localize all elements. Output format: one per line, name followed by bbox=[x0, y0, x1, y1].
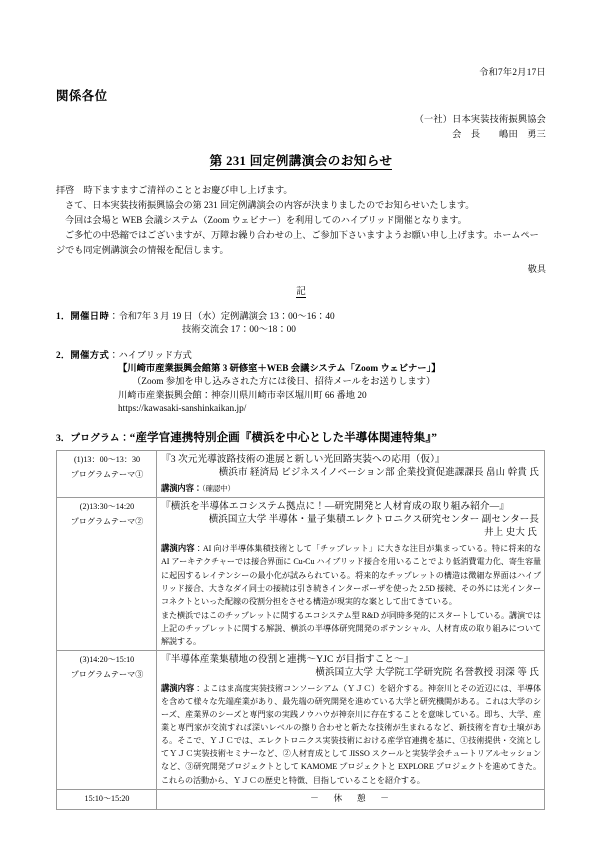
section-1-number: 1． bbox=[56, 311, 71, 322]
page-title-text: 第 231 回定例講演会のお知らせ bbox=[209, 154, 393, 169]
talk-abstract-2 bbox=[161, 542, 541, 608]
section-1-separator: ： bbox=[109, 311, 119, 322]
section-2-sub-2: （Zoom 参加を申し込みされた方には後日、招待メールをお送りします） bbox=[132, 377, 436, 388]
section-2-head bbox=[56, 350, 546, 363]
table-row bbox=[57, 451, 545, 498]
program-time-cell-3 bbox=[57, 651, 157, 790]
program-time-3: (3)14:20～15:10 bbox=[79, 655, 135, 665]
document-date: 令和7年2月17日 bbox=[478, 67, 546, 77]
closing-salutation: 敬具 bbox=[527, 264, 546, 275]
abstract-label-3: 講演内容 bbox=[161, 683, 195, 693]
talk-abstract-1 bbox=[161, 482, 541, 495]
greeting-line-1: 拝啓 時下ますますご清祥のこととお慶び申し上げます。 bbox=[56, 185, 293, 196]
section-1-sub-1: 技術交流会 17：00～18：00 bbox=[182, 325, 296, 336]
talk-speaker-2a: 横浜国立大学 半導体・量子集積エレクトロニクス研究センター 副センター長 bbox=[208, 514, 539, 525]
abstract-label-2: 講演内容 bbox=[161, 544, 195, 553]
section-2-label: 開催方式 bbox=[70, 350, 110, 361]
program-label: プログラム： bbox=[70, 432, 130, 444]
sender-title: 会 長 嶋田 勇三 bbox=[452, 128, 546, 139]
program-heading bbox=[56, 430, 546, 447]
document-body bbox=[56, 0, 546, 810]
program-table bbox=[56, 450, 545, 809]
program-number: 3． bbox=[56, 432, 71, 444]
greeting-block bbox=[56, 183, 546, 257]
table-row bbox=[57, 789, 545, 809]
talk-speaker-3: 横浜国立大学 大学院工学研究院 名誉教授 羽深 等 氏 bbox=[315, 667, 539, 678]
section-2-number: 2． bbox=[56, 350, 71, 361]
greeting-line-3: 今回は会場と WEB 会議システム（Zoom ウェビナー）を利用してのハイブリッド開催となります。 bbox=[65, 214, 467, 225]
program-theme-1: プログラムテーマ① bbox=[70, 470, 144, 480]
ki-mark bbox=[56, 285, 546, 299]
section-1-head bbox=[56, 311, 546, 324]
program-content-cell-2 bbox=[157, 498, 545, 651]
section-schedule bbox=[56, 311, 546, 338]
talk-abstract-3 bbox=[161, 682, 541, 787]
section-2-sub-3: 川崎市産業振興会館：神奈川県川崎市幸区堀川町 66 番地 20 bbox=[118, 390, 367, 401]
talk-abstract-2-cont: また横浜ではこのチップレットに関するエコシステム型 R&D が同時多発的にスタートしている。講演では上記のチップレットに関する解説、横浜の半導体研究開発のポテンシャル、人材育成の取り組みについて解説する。 bbox=[161, 610, 541, 647]
program-content-cell-3 bbox=[157, 651, 545, 790]
abstract-text-2: ：AI 向け半導体集積技術として「チップレット」に大きな注目が集まっている。特に将来的な AI アーキテクチャーでは接合界面に Cu-Cu ハイブリッド接合を用いることでより低消費電力化、寄生容量に起因するレイテンシーの最小化が試みられている。将来的なチップレットの構造は微細な界面はハイブリッド接合、大きなダイ同士の接続は引き続きインターポーザを使った 2.5D 接続、その外には光インターコネクトといった配線の役割分担をさせる構造が現実的な案として出てきている。 bbox=[161, 544, 541, 606]
talk-title-1: 『3 次元光導波路技術の進展と新しい光回路実装への応用（仮）』 bbox=[161, 454, 445, 466]
table-row bbox=[57, 651, 545, 790]
program-time-2: (2)13:30～14:20 bbox=[79, 502, 135, 512]
greeting-line-4: ご多忙の中恐縮ではございますが、万障お繰り合わせの上、ご参加下さいますようお願い申し上げます。ホームページでも同定例講演会の情報を配信します。 bbox=[56, 229, 539, 255]
addressee: 関係各位 bbox=[56, 89, 108, 104]
section-2-sub-1: 【川崎市産業振興会館第 3 研修室＋WEB 会議システム「Zoom ウェビナー」】 bbox=[118, 363, 441, 374]
page-title bbox=[56, 152, 546, 170]
program-theme-2: プログラムテーマ② bbox=[70, 517, 144, 527]
program-time-cell-1 bbox=[57, 451, 157, 498]
break-time: 15:10～15:20 bbox=[84, 793, 130, 803]
abstract-label-1: 講演内容： bbox=[161, 483, 202, 493]
talk-title-2: 『横浜を半導体エコシステム拠点に！―研究開発と人材育成の取り組み紹介―』 bbox=[161, 501, 510, 513]
sender-organization: （一社）日本実装技術振興協会 bbox=[414, 114, 546, 125]
break-content-cell: － 休 憩 － bbox=[157, 789, 545, 809]
section-2-separator: ： bbox=[109, 350, 119, 361]
program-title: “産学官連携特別企画『横浜を中心とした半導体関連特集』” bbox=[129, 431, 438, 444]
break-time-cell bbox=[57, 789, 157, 809]
talk-speaker-1: 横浜市 経済局 ビジネスイノベーション部 企業投資促進課課長 畠山 幹貴 氏 bbox=[218, 468, 539, 479]
section-1-value: 令和7年 3 月 19 日（水）定例講演会 13：00～16：40 bbox=[118, 311, 335, 322]
section-format bbox=[56, 350, 546, 417]
table-row bbox=[57, 498, 545, 651]
section-1-label: 開催日時 bbox=[70, 311, 110, 322]
section-2-value: ハイブリッド方式 bbox=[118, 350, 192, 361]
venue-website-link[interactable]: https://kawasaki-sanshinkaikan.jp/ bbox=[118, 404, 247, 415]
sender-block bbox=[56, 113, 546, 141]
program-time-cell-2 bbox=[57, 498, 157, 651]
abstract-text-3: ：よこはま高度実装技術コンソーシアム（ＹＪＣ）を紹介する。神奈川とその近辺には、半導体を含めて様々な先端産業があり、最先端の研究開発を進めている大学と研究機関がある。これは大学のシーズ、産業界のシーズと専門家の実践ノウハウが神奈川に存在することを意味している。即ち、大学、産業と専門家が交流すれば深いレベルの擦り合わせと新たな技術が生まれるなど、新技術を育む土壌がある。そこで、ＹＪＣでは、エレクトロニクス実装技術における産学官連携を基に、①技術提供・交流としてＹＪＣ実装技術セミナーなど、②人材育成として JISSO スクールと実装学会チュートリアルセッションなど、③研究開発プロジェクトとして KAMOME プロジェクトと EXPLORE プロジェクトを進めてきた。これらの活動から、ＹＪＣの歴史と特徴、目指していることを紹介する。 bbox=[161, 683, 541, 785]
abstract-text-1: （確認中） bbox=[202, 483, 235, 493]
greeting-line-2: さて、日本実装技術振興協会の第 231 回定例講演会の内容が決まりましたのでお知らせいたします。 bbox=[65, 200, 475, 211]
program-time-1: (1)13：00～13：30 bbox=[73, 455, 141, 465]
ki-mark-text: 記 bbox=[296, 285, 306, 297]
program-content-cell-1 bbox=[157, 451, 545, 498]
program-theme-3: プログラムテーマ③ bbox=[70, 670, 144, 680]
talk-title-3: 『半導体産業集積地の役割と連携～YJC が目指すこと～』 bbox=[161, 654, 414, 666]
talk-speaker-2b: 井上 史大 氏 bbox=[484, 528, 537, 539]
